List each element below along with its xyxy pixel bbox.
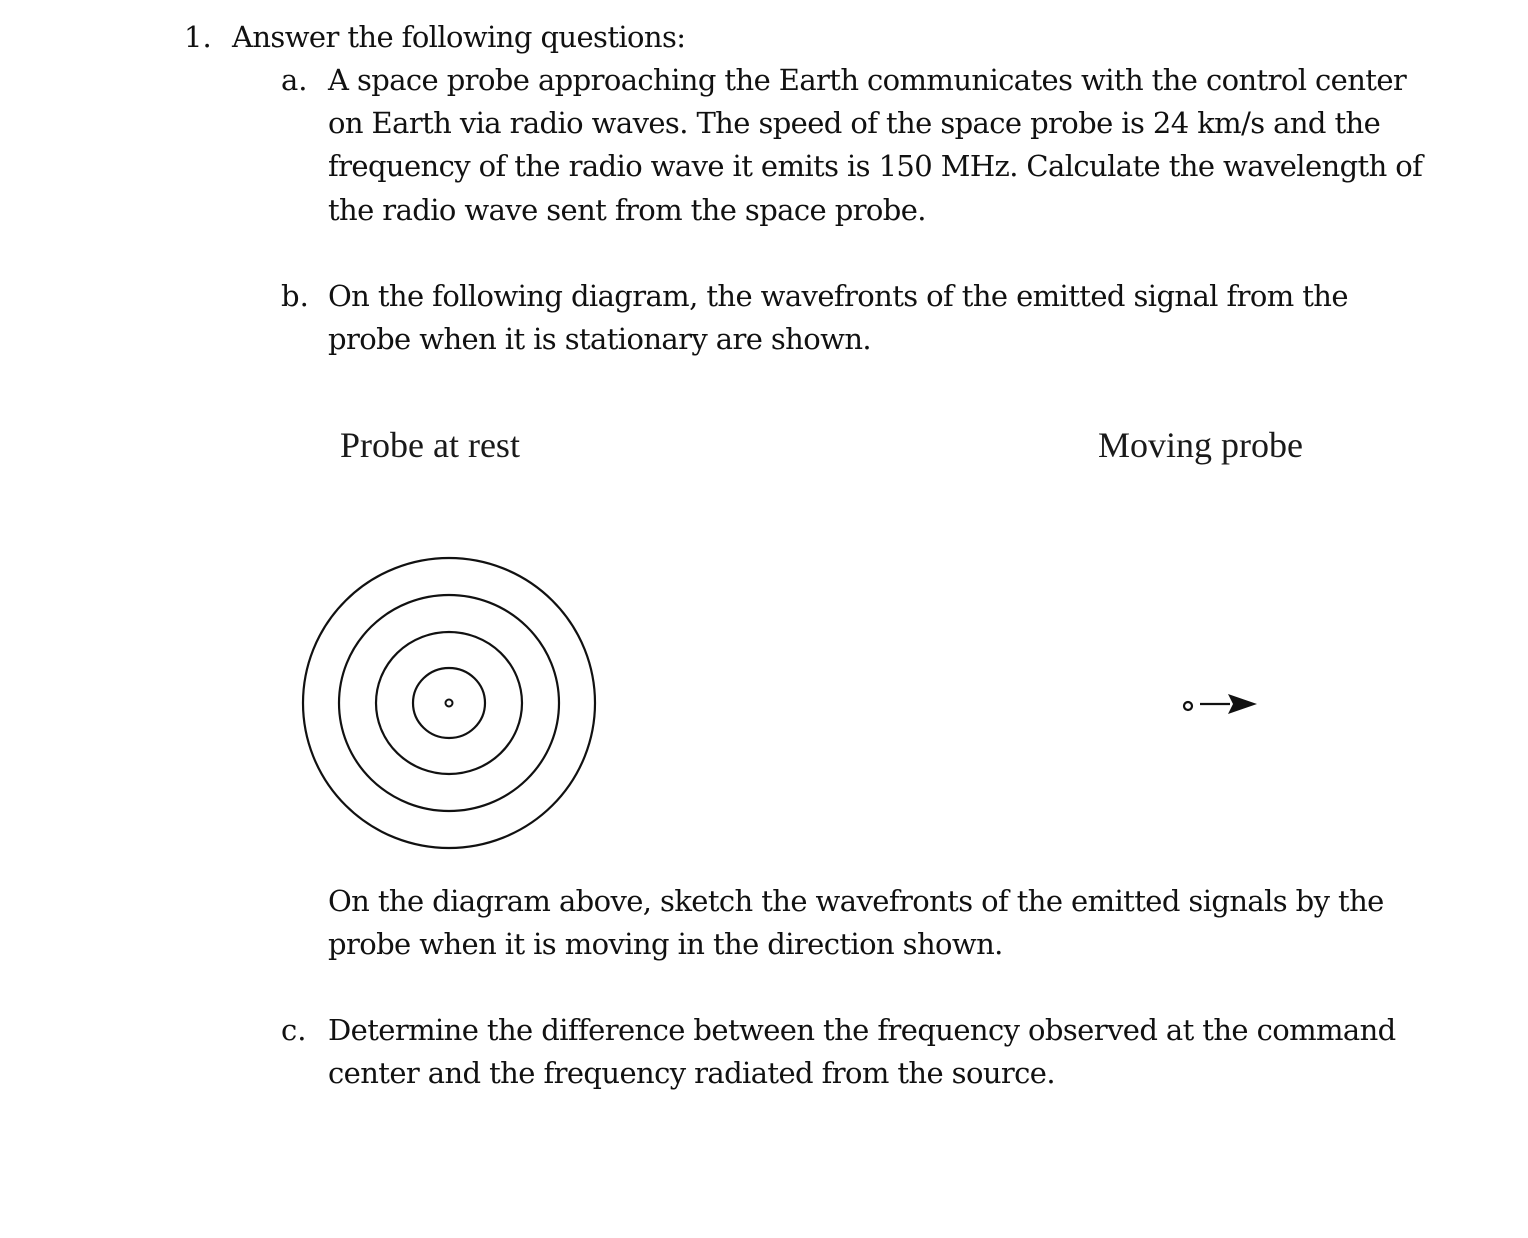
direction-arrow-head-icon [1228,694,1257,714]
part-c-line-2: center and the frequency radiated from the source. [328,1056,1055,1090]
part-a-line-1: A space probe approaching the Earth communicates with the control center [328,63,1407,97]
question-heading: Answer the following questions: [232,20,686,54]
moving-probe [1184,694,1257,714]
part-c-marker: c. [281,1013,307,1047]
wavefront-ring-1 [413,668,485,738]
moving-probe-dot [1184,702,1192,710]
question-number: 1. [184,20,212,54]
part-a-line-2: on Earth via radio waves. The speed of the space probe is 24 km/s and the [328,106,1381,140]
rest-probe-wavefronts [303,558,595,848]
wavefront-ring-3 [339,595,559,811]
part-b-line-1: On the following diagram, the wavefronts of the emitted signal from the [328,279,1348,313]
part-a-line-4: the radio wave sent from the space probe. [328,193,926,227]
part-b-marker: b. [281,279,309,313]
rest-probe-dot [446,700,453,707]
part-b-line-2: probe when it is stationary are shown. [328,322,872,356]
part-a-marker: a. [281,63,308,97]
moving-probe-label: Moving probe [1098,425,1303,465]
part-b-followup-line-1: On the diagram above, sketch the wavefronts of the emitted signals by the [328,884,1384,918]
wavefront-ring-2 [376,632,522,774]
part-a-line-3: frequency of the radio wave it emits is 150 MHz. Calculate the wavelength of [328,149,1423,183]
part-b-followup-line-2: probe when it is moving in the direction shown. [328,927,1003,961]
part-c-line-1: Determine the difference between the frequency observed at the command [328,1013,1396,1047]
wavefront-ring-4 [303,558,595,848]
probe-at-rest-label: Probe at rest [340,425,520,465]
